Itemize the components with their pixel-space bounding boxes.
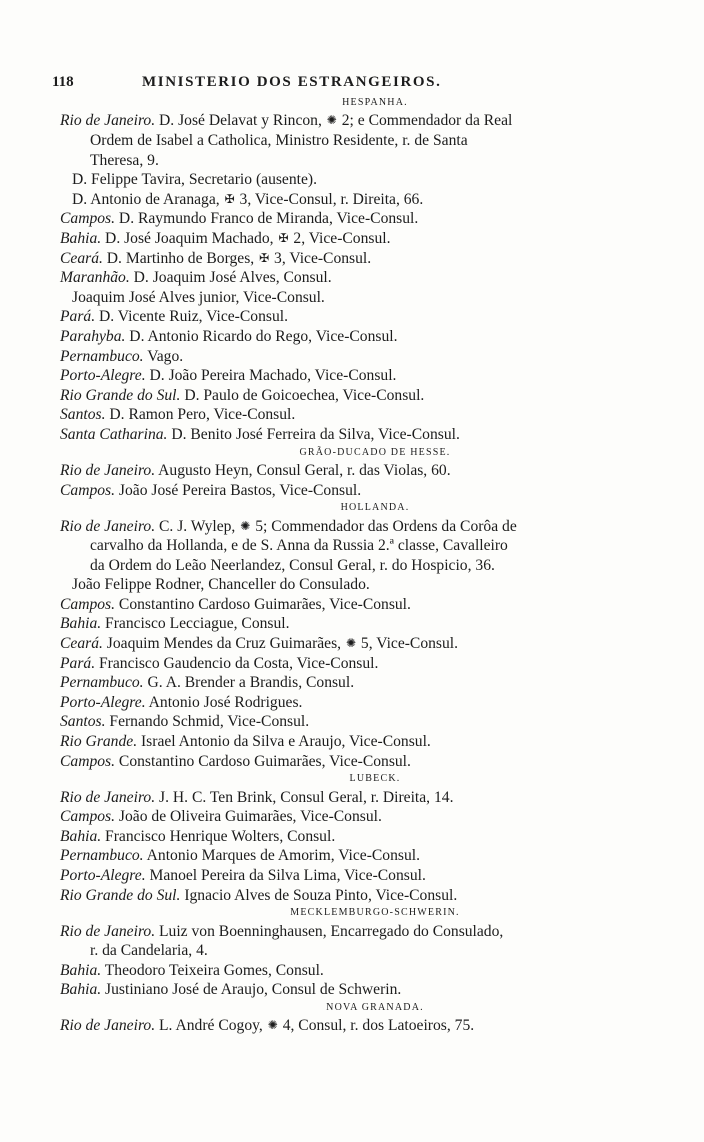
- place-name: Bahia.: [60, 615, 102, 633]
- directory-line: [60, 190, 660, 210]
- directory-line: [60, 886, 660, 906]
- place-name: Santos.: [60, 406, 106, 424]
- place-name: Bahia.: [60, 961, 102, 979]
- entry-text: L. André Cogoy,: [155, 1017, 267, 1035]
- entry-text: D. Ramon Pero, Vice-Consul.: [105, 406, 296, 424]
- directory-line: [60, 1016, 660, 1036]
- entry-text: D. Benito José Ferreira da Silva, Vice-Consul.: [167, 425, 460, 443]
- place-name: Parahyba.: [60, 327, 126, 345]
- directory-line: [60, 673, 660, 693]
- entry-text: C. J. Wylep,: [155, 517, 240, 535]
- place-name: Rio de Janeiro.: [60, 922, 156, 940]
- section-heading: NOVA GRANADA.: [326, 1001, 424, 1013]
- entry-text: Antonio José Rodrigues.: [145, 693, 303, 711]
- entry-text: D. Paulo de Goicoechea, Vice-Consul.: [180, 386, 425, 404]
- place-name: Porto-Alegre.: [60, 693, 146, 711]
- place-name: Pernambuco.: [60, 674, 144, 692]
- entry-text: 4, Consul, r. dos Latoeiros, 75.: [278, 1017, 475, 1035]
- place-name: Rio Grande.: [60, 733, 138, 751]
- order-star-icon: ✺: [345, 636, 357, 651]
- directory-line: [60, 405, 660, 425]
- entry-text: r. da Candelaria, 4.: [90, 942, 208, 960]
- directory-line: [60, 481, 660, 501]
- place-name: Maranhão.: [60, 269, 130, 287]
- entry-text: 5; Commendador das Ordens da Corôa de: [251, 517, 517, 535]
- entry-text: Ignacio Alves de Souza Pinto, Vice-Consul.: [180, 886, 458, 904]
- order-cross-icon: ✠: [278, 230, 289, 245]
- entry-text: D. José Joaquim Machado,: [101, 229, 278, 247]
- place-name: Bahia.: [60, 229, 102, 247]
- directory-line: [60, 347, 660, 367]
- entry-text: Constantino Cardoso Guimarães, Vice-Consul.: [115, 752, 411, 770]
- consular-directory: [60, 95, 660, 1036]
- entry-text: D. Antonio Ricardo do Rego, Vice-Consul.: [125, 327, 398, 345]
- directory-line: [60, 131, 660, 151]
- directory-line: [60, 941, 660, 961]
- entry-text: D. João Pereira Machado, Vice-Consul.: [145, 367, 397, 385]
- page-number: 118: [52, 74, 74, 90]
- directory-line: [60, 654, 660, 674]
- place-name: Bahia.: [60, 827, 102, 845]
- directory-line: [60, 366, 660, 386]
- place-name: Bahia.: [60, 981, 102, 999]
- directory-line: [60, 461, 660, 481]
- entry-text: Justiniano José de Araujo, Consul de Schwerin.: [101, 981, 402, 999]
- place-name: Porto-Alegre.: [60, 367, 146, 385]
- entry-text: João de Oliveira Guimarães, Vice-Consul.: [115, 808, 382, 826]
- entry-text: Luiz von Boenninghausen, Encarregado do Consulado,: [155, 922, 504, 940]
- place-name: Campos.: [60, 752, 116, 770]
- directory-line: [60, 788, 660, 808]
- entry-text: 3, Vice-Consul.: [270, 249, 372, 267]
- directory-line: [60, 634, 660, 654]
- page-header: [52, 74, 572, 91]
- entry-text: D. Felippe Tavira, Secretario (ausente).: [72, 171, 317, 189]
- entry-text: D. José Delavat y Rincon,: [155, 112, 326, 130]
- place-name: Rio Grande do Sul.: [60, 386, 181, 404]
- entry-text: 3, Vice-Consul, r. Direita, 66.: [235, 190, 424, 208]
- section-heading: HOLLANDA.: [340, 502, 410, 514]
- directory-line: [60, 980, 660, 1000]
- directory-line: [60, 288, 660, 308]
- place-name: Pernambuco.: [60, 347, 144, 365]
- entry-text: G. A. Brender a Brandis, Consul.: [143, 674, 355, 692]
- place-name: Rio de Janeiro.: [60, 112, 156, 130]
- entry-text: 5, Vice-Consul.: [357, 635, 459, 653]
- directory-line: [60, 693, 660, 713]
- place-name: Campos.: [60, 210, 116, 228]
- directory-line: [60, 151, 660, 171]
- entry-text: D. Martinho de Borges,: [102, 249, 259, 267]
- directory-line: [60, 807, 660, 827]
- place-name: Pará.: [60, 654, 96, 672]
- order-cross-icon: ✠: [259, 250, 270, 265]
- entry-text: Vago.: [143, 347, 184, 365]
- place-name: Campos.: [60, 481, 116, 499]
- order-cross-icon: ✠: [224, 191, 235, 206]
- place-name: Pará.: [60, 308, 96, 326]
- place-name: Ceará.: [60, 635, 103, 653]
- order-star-icon: ✺: [240, 518, 251, 533]
- entry-text: Constantino Cardoso Guimarães, Vice-Consul.: [115, 595, 411, 613]
- place-name: Rio de Janeiro.: [60, 1017, 156, 1035]
- directory-line: [60, 595, 660, 615]
- entry-text: Theresa, 9.: [90, 151, 159, 169]
- directory-line: [60, 209, 660, 229]
- entry-text: Augusto Heyn, Consul Geral, r. das Violas, 60.: [155, 461, 451, 479]
- directory-line: [60, 961, 660, 981]
- entry-text: D. Vicente Ruiz, Vice-Consul.: [95, 308, 288, 326]
- section-heading: GRÃO-DUCADO DE HESSE.: [299, 446, 451, 458]
- running-title: MINISTERIO DOS ESTRANGEIROS.: [142, 74, 442, 90]
- entry-text: João José Pereira Bastos, Vice-Consul.: [115, 481, 362, 499]
- directory-line: [60, 752, 660, 772]
- entry-text: Theodoro Teixeira Gomes, Consul.: [101, 961, 324, 979]
- directory-line: [60, 614, 660, 634]
- section-heading: HESPANHA.: [342, 97, 408, 108]
- entry-text: carvalho da Hollanda, e de S. Anna da Russia 2.ª classe, Cavalleiro: [90, 537, 508, 555]
- entry-text: João Felippe Rodner, Chanceller do Consulado.: [72, 576, 370, 594]
- place-name: Rio de Janeiro.: [60, 517, 156, 535]
- place-name: Campos.: [60, 808, 116, 826]
- entry-text: J. H. C. Ten Brink, Consul Geral, r. Direita, 14.: [155, 788, 454, 806]
- entry-text: 2; e Commendador da Real: [337, 112, 513, 130]
- place-name: Santos.: [60, 713, 106, 731]
- place-name: Porto-Alegre.: [60, 867, 146, 884]
- section-heading: MECKLEMBURGO-SCHWERIN.: [290, 907, 460, 919]
- directory-line: [60, 827, 660, 847]
- entry-text: D. Raymundo Franco de Miranda, Vice-Consul.: [115, 210, 419, 228]
- entry-text: Francisco Henrique Wolters, Consul.: [101, 827, 336, 845]
- entry-text: Fernando Schmid, Vice-Consul.: [105, 713, 310, 731]
- section-heading: LUBECK.: [349, 773, 401, 785]
- entry-text: D. Joaquim José Alves, Consul.: [129, 269, 332, 287]
- directory-line: [60, 229, 660, 249]
- entry-text: Joaquim Mendes da Cruz Guimarães,: [102, 635, 345, 653]
- entry-text: 2, Vice-Consul.: [289, 229, 391, 247]
- directory-line: [60, 425, 660, 445]
- order-star-icon: ✺: [326, 113, 337, 128]
- entry-text: Joaquim José Alves junior, Vice-Consul.: [72, 288, 325, 306]
- entry-text: da Ordem do Leão Neerlandez, Consul Geral, r. do Hospicio, 36.: [90, 556, 495, 574]
- directory-line: [60, 517, 660, 537]
- directory-line: [60, 111, 660, 131]
- directory-line: [60, 922, 660, 942]
- place-name: Rio Grande do Sul.: [60, 886, 181, 904]
- directory-line: [60, 575, 660, 595]
- directory-line: [60, 536, 660, 556]
- directory-line: [60, 249, 660, 269]
- place-name: Ceará.: [60, 249, 103, 267]
- entry-text: Israel Antonio da Silva e Araujo, Vice-Consul.: [137, 733, 431, 751]
- entry-text: D. Antonio de Aranaga,: [72, 190, 224, 208]
- place-name: Campos.: [60, 595, 116, 613]
- place-name: Rio de Janeiro.: [60, 461, 156, 479]
- order-star-icon: ✺: [267, 1018, 278, 1033]
- entry-text: Ordem de Isabel a Catholica, Ministro Residente, r. de Santa: [90, 132, 468, 149]
- entry-text: Manoel Pereira da Silva Lima, Vice-Consul.: [145, 867, 426, 884]
- directory-line: [60, 268, 660, 288]
- entry-text: Francisco Lecciague, Consul.: [101, 615, 290, 633]
- directory-line: [60, 556, 660, 576]
- directory-line: [60, 307, 660, 327]
- place-name: Rio de Janeiro.: [60, 788, 156, 806]
- directory-line: [60, 846, 660, 866]
- directory-line: [60, 712, 660, 732]
- directory-line: [60, 732, 660, 752]
- directory-line: [60, 386, 660, 406]
- directory-line: [60, 866, 660, 886]
- place-name: Pernambuco.: [60, 847, 144, 865]
- directory-line: [60, 327, 660, 347]
- entry-text: Francisco Gaudencio da Costa, Vice-Consul.: [95, 654, 379, 672]
- directory-line: [60, 170, 660, 190]
- entry-text: Antonio Marques de Amorim, Vice-Consul.: [143, 847, 421, 865]
- place-name: Santa Catharina.: [60, 425, 168, 443]
